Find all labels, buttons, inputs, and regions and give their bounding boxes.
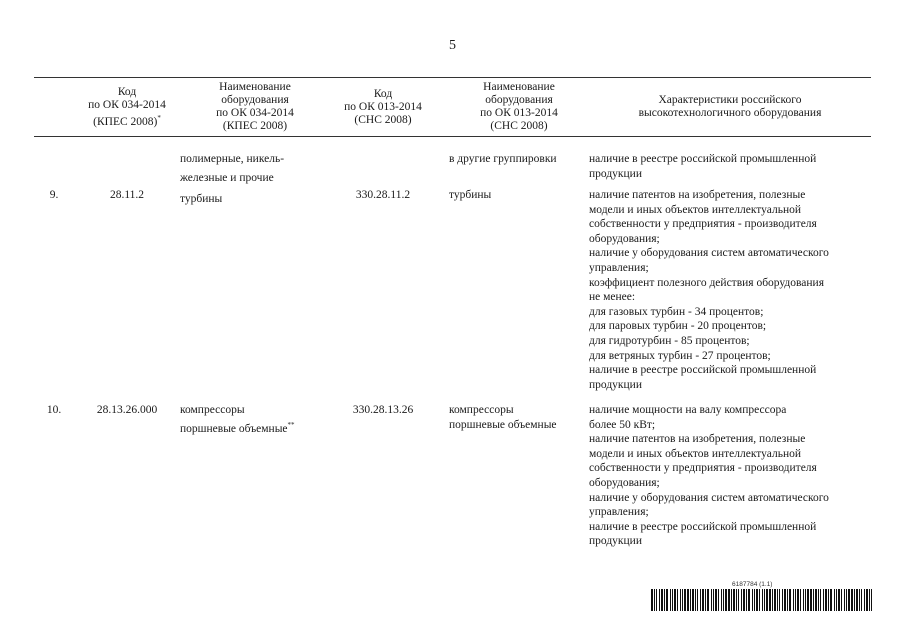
barcode-caption: 6187784 (1.1): [732, 581, 773, 588]
barcode-bar: [684, 589, 686, 611]
barcode-bar: [823, 589, 824, 611]
okpd-name: [180, 152, 330, 185]
okpd-name-text: полимерные, никель- железные и прочие: [180, 153, 285, 184]
row-number: 9.: [49, 189, 59, 201]
barcode-bar: [756, 589, 758, 611]
barcode-bar: [672, 589, 673, 611]
okpd-name-text: компрессоры поршневые объемные: [180, 404, 288, 435]
okof-code: 330.28.13.26: [352, 404, 414, 416]
barcode-bar: [741, 589, 742, 611]
barcode-bar: [736, 589, 737, 611]
barcode-bar: [844, 589, 845, 611]
barcode-bar: [810, 589, 812, 611]
barcode-bar: [670, 589, 671, 611]
okof-name: компрессоры поршневые объемные: [449, 404, 557, 431]
barcode-bar: [738, 589, 739, 611]
barcode-bar: [752, 589, 753, 611]
barcode-bar: [705, 589, 706, 611]
table-header-rule: [34, 136, 871, 137]
barcode-bar: [728, 589, 730, 611]
barcode-bar: [864, 589, 865, 611]
barcode-bar: [805, 589, 806, 611]
barcode-bar: [733, 589, 735, 611]
barcode-bar: [661, 589, 663, 611]
barcode-bar: [807, 589, 809, 611]
barcode-bar: [856, 589, 858, 611]
okpd-code: 28.11.2: [109, 189, 145, 201]
page-number: 5: [449, 38, 456, 53]
barcode-bar: [777, 589, 778, 611]
okof-name: в другие группировки: [449, 153, 557, 165]
barcode-bar: [825, 589, 827, 611]
barcode-bar: [762, 589, 763, 611]
header-okpd-name: Наименование оборудования по ОК 034-2014 (КПЕС 2008): [216, 81, 294, 132]
barcode-bar: [697, 589, 698, 611]
footnote-mark: *: [157, 113, 161, 122]
barcode-bar: [718, 589, 719, 611]
barcode-bar: [664, 589, 665, 611]
barcode-bar: [830, 589, 832, 611]
barcode-bar: [784, 589, 786, 611]
barcode-bar: [820, 589, 821, 611]
barcode-bar: [654, 589, 655, 611]
barcode-bar: [841, 589, 842, 611]
barcode-bar: [869, 589, 870, 611]
header-characteristics: Характеристики российского высокотехнологичного оборудования: [638, 94, 822, 119]
barcode-bar: [754, 589, 755, 611]
header-okof-name: Наименование оборудования по ОК 013-2014 (СНС 2008): [480, 81, 558, 132]
barcode-bar: [813, 589, 814, 611]
barcode-bar: [687, 589, 689, 611]
barcode-bar: [702, 589, 704, 611]
barcode-bar: [759, 589, 760, 611]
barcode-bar: [782, 589, 783, 611]
barcode-bar: [721, 589, 722, 611]
barcode-bar: [651, 589, 653, 611]
barcode-bar: [682, 589, 683, 611]
header-okpd-code: [76, 78, 178, 136]
barcode-bar: [674, 589, 676, 611]
barcode-bar: [797, 589, 799, 611]
barcode-bar: [715, 589, 717, 611]
barcode-bar: [666, 589, 668, 611]
barcode-bar: [746, 589, 747, 611]
barcode-bar: [871, 589, 872, 611]
barcode-bar: [836, 589, 837, 611]
header-okpd-code-text: Код по ОК 034-2014 (КПЕС 2008): [88, 85, 166, 128]
barcode-bar: [766, 589, 768, 611]
characteristics: наличие патентов на изобретения, полезные модели и иных объектов интеллектуальной собственности у предприятия - производителя оборудования; наличие у оборудования систем автоматического управления; коэффициент полезного действия оборудования не менее: для газовых турбин - 34 процентов; для паровых турбин - 20 процентов; для гидротурбин - 85 процентов; для ветряных турбин - 27 процентов; наличие в реестре российской промышленной продукции: [589, 189, 829, 391]
barcode-bar: [659, 589, 660, 611]
barcode-bar: [764, 589, 765, 611]
barcode-bar: [818, 589, 819, 611]
barcode-bar: [725, 589, 727, 611]
barcode-bar: [803, 589, 804, 611]
okpd-name: [180, 403, 330, 436]
okof-code: 330.28.11.2: [355, 189, 411, 201]
barcode-bar: [815, 589, 817, 611]
barcode-bar: [800, 589, 801, 611]
header-okof-code: Код по ОК 013-2014 (СНС 2008): [344, 87, 422, 126]
barcode-bar: [677, 589, 678, 611]
barcode-bar: [680, 589, 681, 611]
barcode-bar: [748, 589, 750, 611]
barcode-bar: [828, 589, 829, 611]
barcode-bar: [789, 589, 791, 611]
okpd-name-text: турбины: [180, 192, 223, 205]
barcode-bar: [743, 589, 745, 611]
barcode-bar: [700, 589, 701, 611]
barcode-bar: [851, 589, 853, 611]
characteristics: наличие мощности на валу компрессора более 50 кВт; наличие патентов на изобретения, полезные модели и иных объектов интеллектуальной собственности у предприятия - производителя оборудования; наличие у оборудования систем автоматического управления; наличие в реестре российской промышленной продукции: [589, 404, 829, 548]
barcode-bar: [711, 589, 712, 611]
barcode-bar: [838, 589, 840, 611]
barcode-bar: [772, 589, 773, 611]
barcode-bar: [861, 589, 862, 611]
barcode-bar: [656, 589, 657, 611]
barcode-bar: [787, 589, 788, 611]
barcode-bar: [774, 589, 776, 611]
barcode-bar: [866, 589, 868, 611]
okpd-name: [180, 188, 330, 206]
barcode-bar: [692, 589, 694, 611]
barcode-bar: [690, 589, 691, 611]
barcode-bar: [713, 589, 714, 611]
barcode-bar: [859, 589, 860, 611]
barcode-bar: [848, 589, 850, 611]
barcode-bar: [795, 589, 796, 611]
barcode-bar: [695, 589, 696, 611]
footnote-mark: **: [287, 420, 295, 429]
barcode: [651, 589, 872, 611]
barcode-bar: [793, 589, 794, 611]
barcode-bar: [834, 589, 835, 611]
barcode-bar: [854, 589, 855, 611]
barcode-bar: [846, 589, 847, 611]
characteristics: наличие в реестре российской промышленной продукции: [589, 153, 817, 180]
barcode-bar: [723, 589, 724, 611]
barcode-bar: [779, 589, 780, 611]
barcode-bar: [731, 589, 732, 611]
okof-name: турбины: [449, 189, 492, 201]
barcode-bar: [769, 589, 771, 611]
barcode-bar: [707, 589, 709, 611]
okpd-code: 28.13.26.000: [96, 404, 158, 416]
row-number: 10.: [46, 404, 62, 416]
